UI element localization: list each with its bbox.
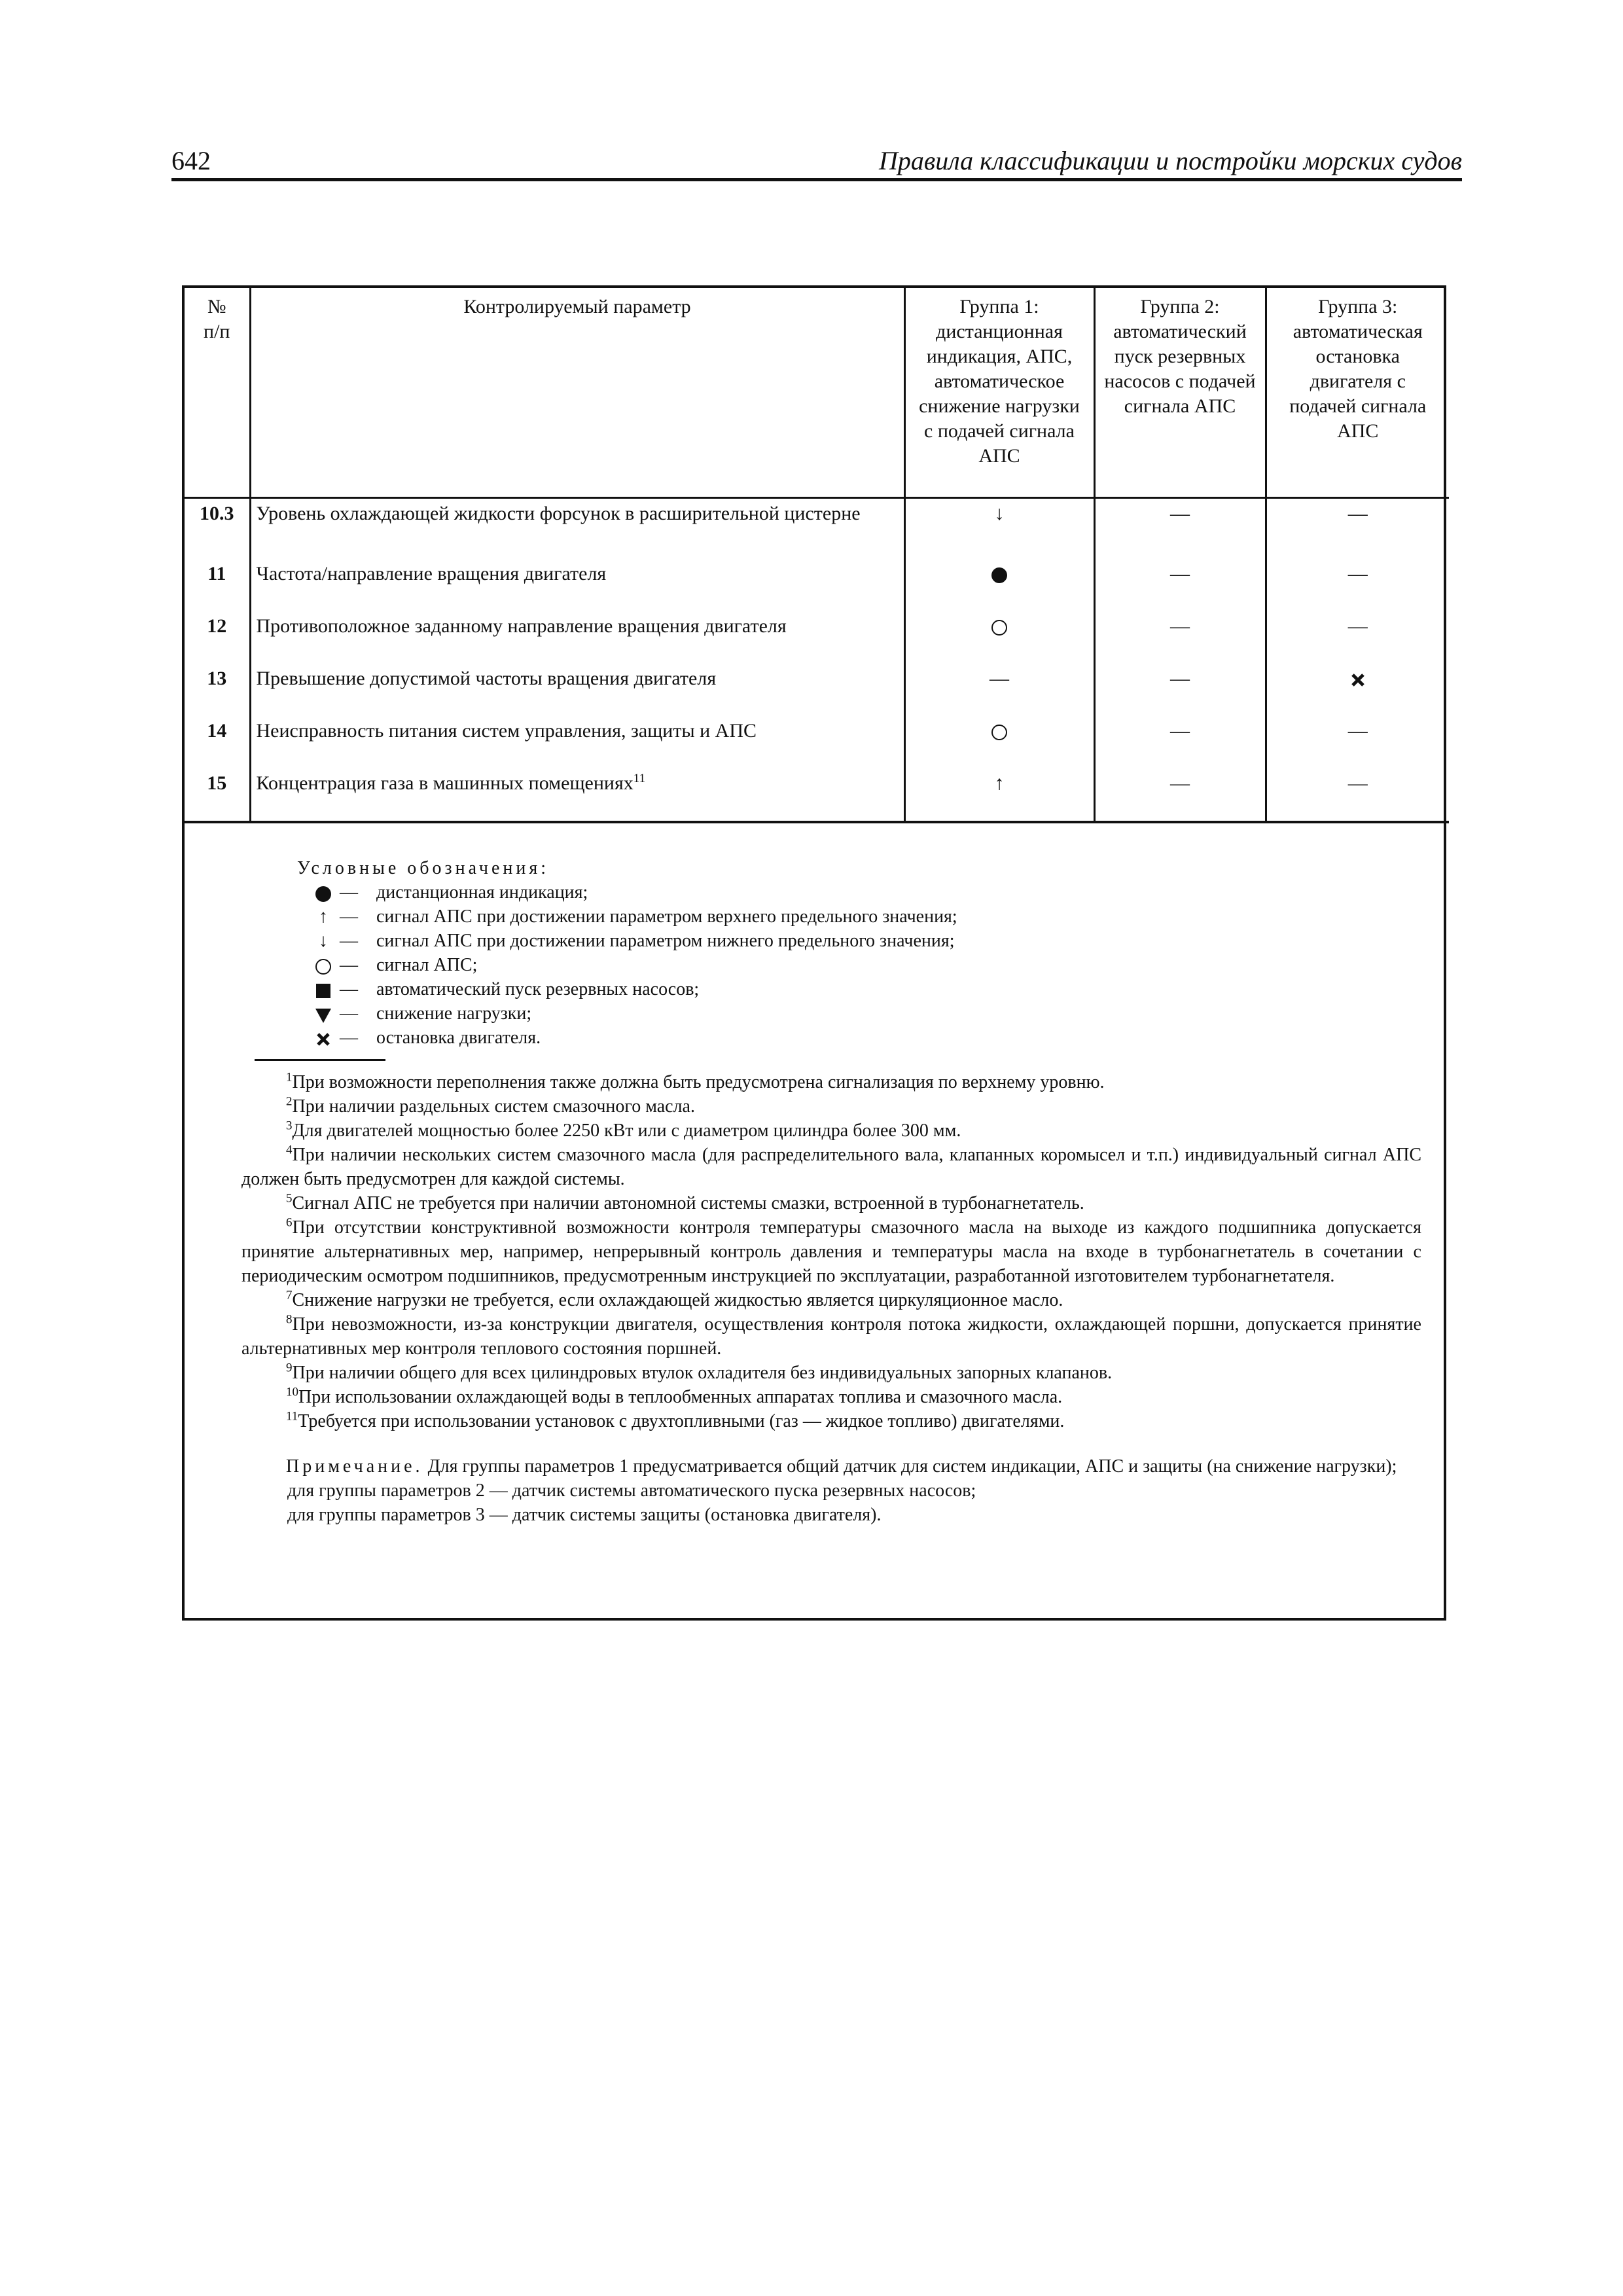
footnote-text: При отсутствии конструктивной возможности контроля температуры смазочного масла на выходе из каждого подшипника допускается принятие альтернативных мер, например, непрерывный контроль давления и температуры масла на входе в турбонагнетатель в сочетании с периодическим осмотром подшипников, предусмотренным инструкцией по эксплуатации, разработанной изготовителем турбонагнетателя. xyxy=(241,1217,1421,1286)
column-header-number: № п/п xyxy=(185,288,250,497)
row-number: 11 xyxy=(185,559,250,611)
footnote xyxy=(241,1191,1421,1215)
footnote-text: Сигнал АПС не требуется при наличии автономной системы смазки, встроенной в турбонагнетатель. xyxy=(292,1193,1084,1213)
row-group-2-symbol: — xyxy=(1094,497,1266,559)
table-row xyxy=(185,611,1449,664)
row-group-2-symbol: — xyxy=(1094,768,1266,822)
filled-circle-icon xyxy=(990,565,1009,585)
footnote xyxy=(241,1119,1421,1143)
row-parameter: Противоположное заданному направление вращения двигателя xyxy=(250,611,904,664)
footnote-separator xyxy=(255,1059,385,1061)
footnote-text: При использовании охлаждающей воды в теплообменных аппаратах топлива и смазочного масла. xyxy=(298,1387,1063,1407)
table-row xyxy=(185,559,1449,611)
footnote xyxy=(241,1288,1421,1312)
down-triangle-icon xyxy=(307,1001,340,1026)
legend-item xyxy=(241,1001,1421,1026)
legend-text: сигнал АПС при достижении параметром верхнего предельного значения; xyxy=(376,906,957,927)
column-header-parameter: Контролируемый параметр xyxy=(250,288,904,497)
legend-item xyxy=(241,1026,1421,1050)
column-header-group-1: Группа 1: дистанционная индикация, АПС, автоматическое снижение нагрузки с подачей сигнала АПС xyxy=(904,288,1094,497)
row-group-1-symbol: — xyxy=(904,664,1094,716)
note-line-2: для группы параметров 3 — датчик системы защиты (остановка двигателя). xyxy=(287,1505,882,1525)
legend-item xyxy=(241,905,1421,929)
cross-icon xyxy=(1348,670,1368,690)
legend-text: сигнал АПС; xyxy=(376,955,478,975)
legend-dash: — xyxy=(340,955,358,975)
row-group-1-symbol xyxy=(904,559,1094,611)
footnote-text: При наличии нескольких систем смазочного масла (для распределительного вала, клапанных коромысел и т.п.) индивидуальный сигнал АПС должен быть предусмотрен для каждой системы. xyxy=(241,1145,1421,1189)
footnote-text: При наличии общего для всех цилиндровых втулок охладителя без индивидуальных запорных клапанов. xyxy=(292,1363,1113,1383)
table-body xyxy=(185,497,1449,822)
footnote xyxy=(241,1070,1421,1094)
note-label: Примечание. xyxy=(286,1456,423,1477)
footnotes xyxy=(241,1070,1421,1433)
note xyxy=(241,1454,1421,1527)
row-group-1-symbol xyxy=(904,716,1094,768)
row-group-2-symbol: — xyxy=(1094,716,1266,768)
legend-dash: — xyxy=(340,931,358,951)
legend-and-notes xyxy=(241,856,1421,1527)
row-group-1-symbol: ↑ xyxy=(904,768,1094,822)
footnote-text: Для двигателей мощностью более 2250 кВт или с диаметром цилиндра более 300 мм. xyxy=(292,1121,961,1141)
row-parameter: Неисправность питания систем управления, защиты и АПС xyxy=(250,716,904,768)
row-group-3-symbol: — xyxy=(1266,716,1449,768)
down-arrow-icon: ↓ xyxy=(319,931,328,951)
up-arrow-icon: ↑ xyxy=(319,906,328,927)
footnote-number: 11 xyxy=(286,1409,298,1424)
legend-text: остановка двигателя. xyxy=(376,1028,541,1048)
footnote xyxy=(241,1409,1421,1433)
table-row xyxy=(185,716,1449,768)
legend-text: сигнал АПС при достижении параметром нижнего предельного значения; xyxy=(376,931,955,951)
row-group-3-symbol: — xyxy=(1266,497,1449,559)
row-number: 10.3 xyxy=(185,497,250,559)
empty-circle-icon xyxy=(990,723,1009,742)
row-group-3-symbol: — xyxy=(1266,611,1449,664)
legend-dash: — xyxy=(340,979,358,999)
row-group-3-symbol: — xyxy=(1266,559,1449,611)
table-row xyxy=(185,768,1449,822)
table-header-row xyxy=(185,288,1449,497)
row-group-2-symbol: — xyxy=(1094,664,1266,716)
row-parameter: Концентрация газа в машинных помещениях$^{11}$ xyxy=(250,768,904,822)
page-header xyxy=(171,145,1462,178)
page-number: 642 xyxy=(171,146,211,175)
note-text: Для группы параметров 1 предусматривается общий датчик для систем индикации, АПС и защиты (на снижение нагрузки); xyxy=(423,1456,1397,1477)
row-number: 13 xyxy=(185,664,250,716)
legend-text: дистанционная индикация; xyxy=(376,882,588,903)
footnote xyxy=(241,1215,1421,1288)
legend-list xyxy=(241,880,1421,1050)
footnote-text: При наличии раздельных систем смазочного масла. xyxy=(292,1096,695,1117)
legend-dash: — xyxy=(340,1003,358,1024)
row-number: 14 xyxy=(185,716,250,768)
filled-square-icon xyxy=(307,977,340,1001)
legend-item xyxy=(241,977,1421,1001)
footnote-number: 4 xyxy=(286,1143,293,1157)
footnote-number: 1 xyxy=(286,1070,293,1085)
legend-item xyxy=(241,929,1421,953)
row-group-2-symbol: — xyxy=(1094,559,1266,611)
note-line-1: для группы параметров 2 — датчик системы автоматического пуска резервных насосов; xyxy=(287,1480,976,1501)
footnote-ref: 11 xyxy=(633,771,646,785)
filled-circle-icon xyxy=(307,880,340,905)
footnote-text: При невозможности, из-за конструкции двигателя, осуществления контроля потока жидкости, охлаждающей поршни, допускается принятие альтернативных мер контроля теплового состояния поршней. xyxy=(241,1314,1421,1359)
row-group-1-symbol xyxy=(904,611,1094,664)
header-rule xyxy=(171,178,1462,181)
empty-circle-icon xyxy=(990,618,1009,637)
legend-dash: — xyxy=(340,906,358,927)
footnote-text: Снижение нагрузки не требуется, если охлаждающей жидкостью является циркуляционное масло. xyxy=(292,1290,1063,1310)
row-parameter: Превышение допустимой частоты вращения двигателя xyxy=(250,664,904,716)
footnote xyxy=(241,1361,1421,1385)
row-parameter: Частота/направление вращения двигателя xyxy=(250,559,904,611)
row-parameter: Уровень охлаждающей жидкости форсунок в расширительной цистерне xyxy=(250,497,904,559)
legend-item xyxy=(241,953,1421,977)
table-row xyxy=(185,664,1449,716)
column-header-group-2: Группа 2: автоматический пуск резервных насосов с подачей сигнала АПС xyxy=(1094,288,1266,497)
table-row xyxy=(185,497,1449,559)
row-number: 12 xyxy=(185,611,250,664)
footnote-number: 5 xyxy=(286,1191,293,1206)
legend-text: автоматический пуск резервных насосов; xyxy=(376,979,700,999)
footnote-text: При возможности переполнения также должна быть предусмотрена сигнализация по верхнему уровню. xyxy=(292,1072,1105,1092)
footnote-number: 10 xyxy=(286,1385,298,1399)
row-group-3-symbol: — xyxy=(1266,768,1449,822)
footnote-number: 6 xyxy=(286,1215,293,1230)
footnote-number: 9 xyxy=(286,1361,293,1375)
legend-text: снижение нагрузки; xyxy=(376,1003,532,1024)
legend-dash: — xyxy=(340,1028,358,1048)
column-header-group-3: Группа 3: автоматическая остановка двигателя с подачей сигнала АПС xyxy=(1266,288,1449,497)
footnote-number: 8 xyxy=(286,1312,293,1327)
running-title: Правила классификации и постройки морских судов xyxy=(878,146,1462,175)
empty-circle-icon xyxy=(307,953,340,977)
footnote xyxy=(241,1143,1421,1191)
footnote-number: 2 xyxy=(286,1094,293,1109)
footnote xyxy=(241,1094,1421,1119)
footnote-number: 3 xyxy=(286,1119,293,1133)
cross-icon xyxy=(307,1026,340,1050)
legend-title: Условные обозначения: xyxy=(297,858,550,878)
row-group-3-symbol xyxy=(1266,664,1449,716)
parameters-table-frame xyxy=(182,285,1446,1621)
row-group-1-symbol: ↓ xyxy=(904,497,1094,559)
footnote xyxy=(241,1385,1421,1409)
legend-dash: — xyxy=(340,882,358,903)
parameters-table xyxy=(185,288,1449,823)
legend-item xyxy=(241,880,1421,905)
row-group-2-symbol: — xyxy=(1094,611,1266,664)
footnote-text: Требуется при использовании установок с двухтопливными (газ — жидкое топливо) двигателями. xyxy=(298,1411,1065,1431)
row-number: 15 xyxy=(185,768,250,822)
footnote xyxy=(241,1312,1421,1361)
footnote-number: 7 xyxy=(286,1288,293,1302)
